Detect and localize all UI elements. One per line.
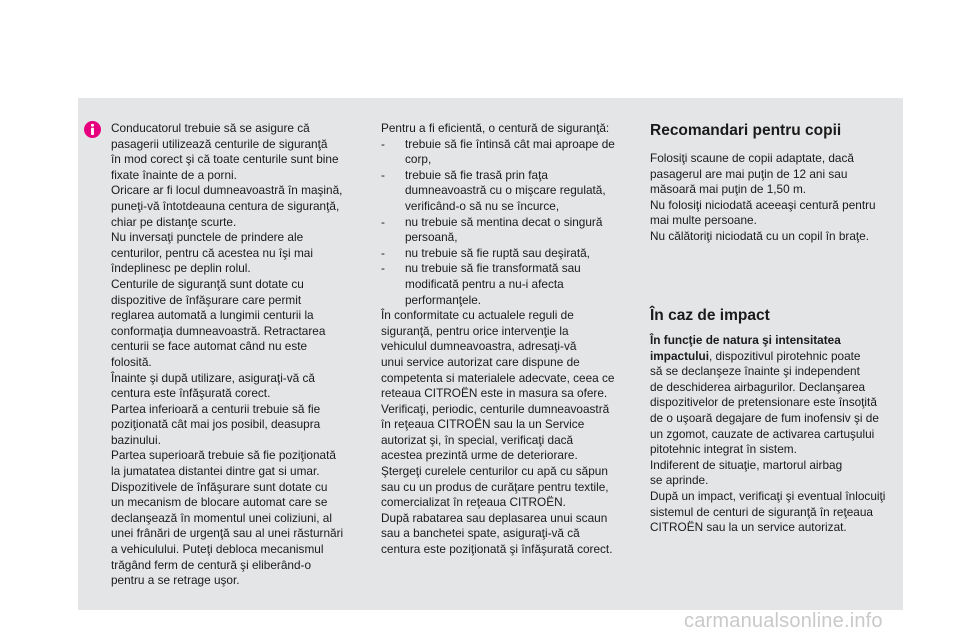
text-line: sau a banchetei spate, asiguraţi-vă că (381, 526, 580, 541)
impact-second-line (650, 349, 912, 365)
bullet-item (381, 137, 631, 168)
text-line: a vehiculului. Puteţi debloca mecanismul (111, 542, 324, 557)
text-line: reteaua CITROËN este in masura sa ofere. (381, 386, 608, 401)
bullet-line: dumneavoastră cu o mişcare regulată, (405, 183, 606, 198)
text-line: Verificaţi, periodic, centurile dumneavoastră (381, 401, 610, 416)
bullet-item (381, 261, 631, 308)
middle-intro: Pentru a fi eficientă, o centură de siguranţă: (381, 121, 610, 135)
middle-body (381, 308, 631, 558)
bullet-dash: - (381, 261, 385, 276)
text-line: poziţionată cât mai jos posibil, deasupra (111, 417, 321, 432)
text-line: comercializat în reţeaua CITROËN. (381, 495, 566, 510)
text-line: Conducatorul trebuie să se asigure că (111, 121, 310, 135)
text-line: Centurile de siguranţă sunt dotate cu (111, 276, 304, 291)
text-line: să se declanşeze înainte şi independent (650, 364, 860, 379)
bullet-line: corp, (405, 152, 432, 167)
left-column (111, 121, 359, 589)
children-body (650, 151, 912, 245)
text-line: folosită. (111, 354, 152, 369)
text-line: dispozitivelor de pretensionare este însoţită (650, 395, 877, 410)
text-line: trăgând ferm de centură şi eliberând-o (111, 557, 312, 572)
text-line: După rabatarea sau deplasarea unui scaun (381, 510, 608, 525)
text-line: Partea inferioară a centurii trebuie să fie (111, 401, 321, 416)
text-line: sistemul de centuri de siguranţă în reţeaua (650, 504, 873, 519)
text-line: Nu folosiţi niciodată aceeaşi centură pentru (650, 197, 876, 212)
impact-lines (650, 364, 912, 536)
text-line: îndeplinesc pe deplin rolul. (111, 261, 251, 276)
text-line: de deschiderea airbagurilor. Declanşarea (650, 379, 866, 394)
text-line: centurii se face automat când nu este (111, 339, 308, 354)
text-line: pasagerul are mai puţin de 12 ani sau (650, 166, 848, 181)
bullet-line: nu trebuie să mentina decat o singură (405, 214, 603, 229)
text-line: autorizat şi, în special, verificaţi dacă (381, 432, 574, 447)
text-line: competenta si materialele adecvate, ceea ce (381, 370, 615, 385)
text-line: acestea prezintă urme de deteriorare. (381, 448, 578, 463)
text-line: conformaţia dumneavoastră. Retractarea (111, 323, 326, 338)
bullet-dash: - (381, 167, 385, 182)
text-line: pentru a se retrage uşor. (111, 573, 240, 588)
text-line: Nu inversaţi punctele de prindere ale (111, 230, 304, 245)
heading-children: Recomandari pentru copii (650, 122, 842, 139)
text-line: CITROËN sau la un service autorizat. (650, 520, 847, 535)
bullet-dash: - (381, 245, 385, 260)
text-line: sau cu un produs de curăţare pentru textile, (381, 479, 609, 494)
text-line: în reţeaua CITROËN sau la un Service (381, 417, 585, 432)
text-line: bazinului. (111, 432, 161, 447)
middle-column (381, 121, 631, 558)
text-line: la jumatatea distantei dintre gat si umar. (111, 464, 320, 479)
bullet-line: verificând-o să nu se încurce, (405, 198, 560, 213)
text-line: Nu călătoriţi niciodată cu un copil în braţe. (650, 228, 870, 243)
text-line: Indiferent de situaţie, martorul airbag (650, 457, 843, 472)
text-line: După un impact, verificaţi şi eventual înlocuiţi (650, 488, 886, 503)
bullet-dash: - (381, 136, 385, 151)
bullet-line: nu trebuie să fie transformată sau (405, 261, 581, 276)
text-line: măsoară mai puţin de 1,50 m. (650, 182, 807, 197)
text-line: Ştergeţi curelele centurilor cu apă cu săpun (381, 464, 608, 479)
info-icon (84, 121, 101, 138)
text-line: centura este înfăşurată corect. (111, 386, 271, 401)
impact-rest: , dispozitivul pirotehnic poate (709, 348, 861, 363)
impact-body (650, 333, 912, 536)
bullet-line: trebuie să fie întinsă cât mai aproape de (405, 136, 615, 151)
heading-impact: În caz de impact (650, 307, 770, 324)
text-line: unei frânări de urgenţă sau al unei răsturnări (111, 526, 344, 541)
bullet-dash: - (381, 214, 385, 229)
text-line: Dispozitivele de înfăşurare sunt dotate cu (111, 479, 328, 494)
bullet-line: nu trebuie să fie ruptă sau deşirată, (405, 245, 590, 260)
bullet-item (381, 246, 631, 262)
text-line: de o uşoară degajare de fum inofensiv şi de (650, 410, 879, 425)
bullet-item (381, 168, 631, 215)
text-line: reglarea automată a lungimii centurii la (111, 308, 314, 323)
text-line: mai multe persoane. (650, 213, 757, 228)
bullet-line: modificată pentru a nu-i afecta (405, 276, 564, 291)
text-line: Oricare ar fi locul dumneavoastră în maşină, (111, 183, 343, 198)
text-line: un zgomot, cauzate de activarea cartuşului (650, 426, 875, 441)
text-line: unui service autorizat care dispune de (381, 354, 580, 369)
text-line: siguranţă, pentru orice intervenţie la (381, 323, 569, 338)
text-line: în mod corect şi că toate centurile sunt bine (111, 152, 339, 167)
impact-bold-word: impactului (650, 348, 709, 363)
text-line: vehiculul dumneavoastra, adresaţi-vă (381, 339, 577, 354)
text-line: În conformitate cu actualele reguli de (381, 308, 574, 323)
bullet-item (381, 215, 631, 246)
impact-bold-line: În funcţie de natura şi intensitatea (650, 333, 841, 347)
text-line: Partea superioară trebuie să fie poziţionată (111, 448, 336, 463)
text-line: pitotehnic integrat în sistem. (650, 442, 797, 457)
text-line: declanşează în momentul unei coliziuni, al (111, 510, 332, 525)
right-column (650, 121, 912, 245)
bullet-line: performanţele. (405, 292, 482, 307)
text-line: un mecanism de blocare automat care se (111, 495, 328, 510)
watermark: carmanualsonline.info (684, 610, 883, 632)
text-line: chiar pe distanţe scurte. (111, 214, 237, 229)
text-line: Folosiţi scaune de copii adaptate, dacă (650, 151, 854, 165)
text-line: pasagerii utilizează centurile de siguranţă (111, 136, 328, 151)
text-line: puneţi-vă întotdeauna centura de siguranţă, (111, 198, 340, 213)
bullet-list (381, 137, 631, 309)
bullet-line: persoană, (405, 230, 458, 245)
text-line: centurilor, pentru că acestea nu îşi mai (111, 245, 313, 260)
text-line: dispozitive de înfăşurare care permit (111, 292, 302, 307)
text-line: Înainte şi după utilizare, asiguraţi-vă că (111, 370, 315, 385)
text-line: centura este poziţionată şi înfăşurată corect. (381, 542, 613, 557)
bullet-line: trebuie să fie trasă prin faţa (405, 167, 548, 182)
text-line: fixate înainte de a porni. (111, 167, 237, 182)
text-line: se aprinde. (650, 473, 709, 488)
